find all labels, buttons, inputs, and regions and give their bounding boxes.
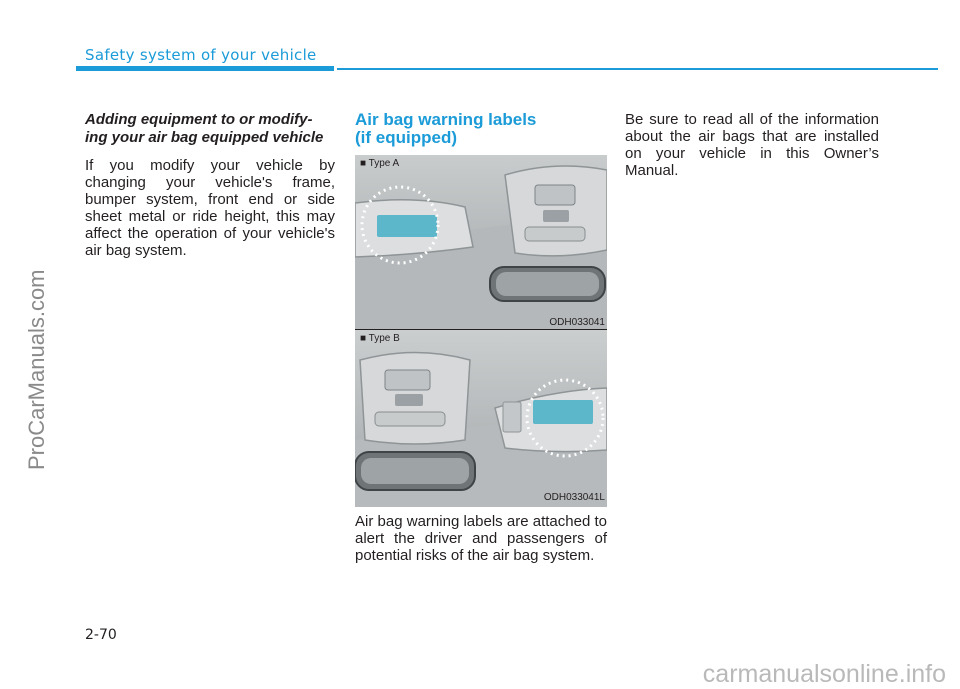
- figure-type-b-code: ODH033041L: [543, 492, 605, 503]
- warning-labels-paragraph: Air bag warning labels are attached to alert the driver and passengers of potential risks of the air bag system.: [355, 513, 607, 564]
- column-left: [85, 111, 335, 259]
- figure-type-a-illustration: [355, 155, 607, 329]
- figure-type-a-label: ■ Type A: [360, 158, 400, 169]
- figure-type-b: [355, 330, 607, 507]
- column-middle-text: [355, 513, 607, 564]
- watermark-side: ProCarManuals.com: [24, 269, 49, 470]
- read-info-paragraph: Be sure to read all of the information about the air bags that are installed on your vehicle in this Owner’s Manual.: [625, 111, 879, 179]
- warning-labels-heading-line2: (if equipped): [355, 128, 457, 147]
- header-rule-thin: [337, 68, 938, 70]
- modify-heading-line1: Adding equipment to or modify-: [85, 111, 313, 128]
- page-number: 2-70: [85, 627, 117, 643]
- warning-labels-heading-line1: Air bag warning labels: [355, 110, 537, 129]
- figure-type-a: [355, 155, 607, 332]
- column-middle-heading: [355, 111, 607, 147]
- figure-type-b-label: ■ Type B: [360, 333, 400, 344]
- modify-paragraph: If you modify your vehicle by changing your vehicle's frame, bumper system, front end or side sheet metal or ride height, this may affect the operation of your vehicle's air bag system.: [85, 157, 335, 259]
- figure-type-a-code: ODH033041: [549, 317, 605, 328]
- header-rule-thick: [76, 66, 334, 71]
- watermark-bottom: carmanualsonline.info: [702, 660, 946, 688]
- modify-heading: [85, 111, 335, 147]
- column-right: [625, 111, 879, 179]
- section-title: Safety system of your vehicle: [85, 46, 317, 64]
- figure-type-b-illustration: [355, 330, 607, 507]
- modify-heading-line2: ing your air bag equipped vehicle: [85, 129, 324, 146]
- warning-labels-heading: [355, 111, 607, 147]
